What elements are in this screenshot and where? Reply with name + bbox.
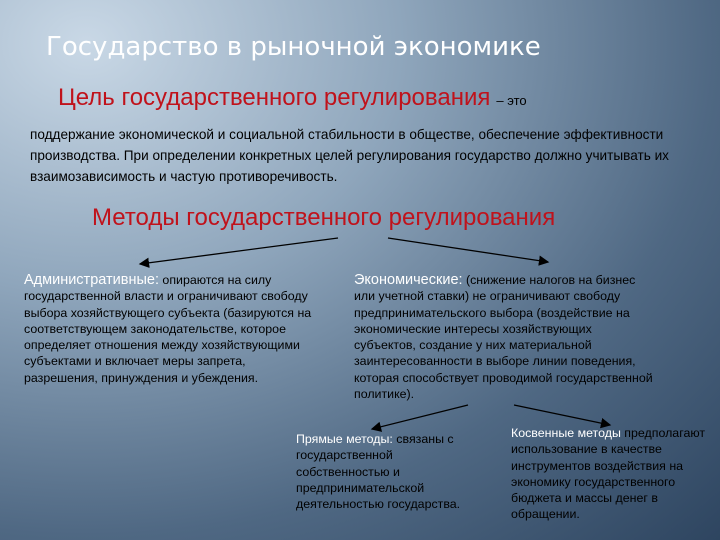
economic-label: Экономические: [354, 272, 463, 288]
direct-label: Прямые методы: [296, 432, 393, 446]
arrow-to-direct [372, 405, 468, 429]
administrative-methods [24, 272, 316, 386]
slide-title: Государство в рыночной экономике [46, 32, 541, 62]
goal-heading-dash: – это [496, 93, 527, 108]
economic-text: (снижение налогов на бизнес или учетной ставки) не ограничивают свободу предпринимательского выбора (воздействие на экономические интересы хозяйствующих субъектов, создание у них материальной заинтересованности в выборе линии поведения, которая способствует проводимой государственной политике). [354, 273, 653, 402]
indirect-label: Косвенные методы [511, 426, 621, 440]
direct-methods [296, 431, 486, 512]
arrow-to-indirect [514, 405, 610, 425]
direct-text: связаны с государственной собственностью и предпринимательской деятельностью государства. [296, 432, 461, 512]
indirect-text: предполагают использование в качестве инструментов воздействия на экономику государственного бюджета и массы денег в обращении. [511, 426, 706, 522]
administrative-label: Административные: [24, 272, 159, 288]
arrow-to-economic [388, 238, 548, 262]
goal-definition: поддержание экономической и социальной стабильности в обществе, обеспечение эффективности производства. При определении конкретных целей регулирования государство должно учитывать их взаимозависимость и частую противоречивость. [30, 127, 669, 184]
administrative-text: опираются на силу государственной власти и ограничивают свободу выбора хозяйствующего субъекта (базируются на соответствующем законодательстве, которое определяет отношения между хозяйствующими субъектами и включает меры запрета, разрешения, принуждения и убеждения. [24, 273, 312, 385]
methods-heading: Методы государственного регулирования [92, 204, 556, 231]
indirect-methods [511, 425, 711, 523]
economic-methods [354, 272, 654, 402]
arrow-to-administrative [140, 238, 338, 264]
goal-heading-text: Цель государственного регулирования [58, 84, 491, 111]
